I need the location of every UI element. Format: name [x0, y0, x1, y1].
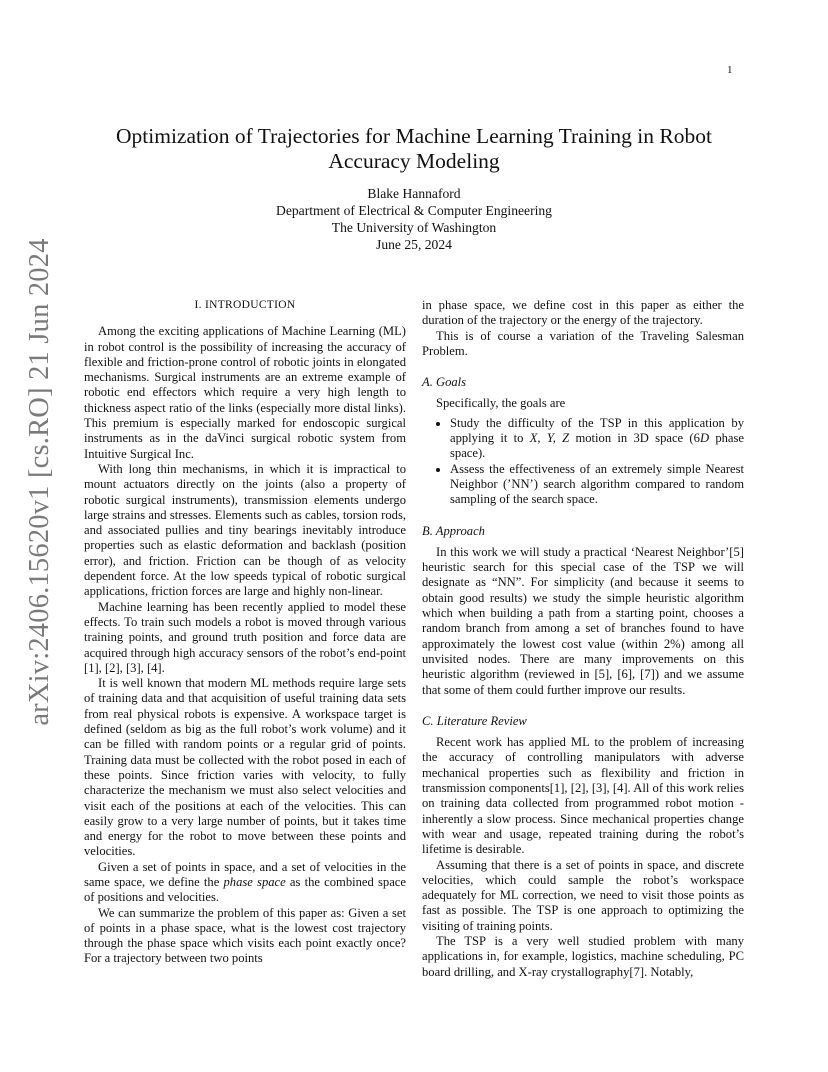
section-heading-introduction: I. INTRODUCTION: [194, 299, 296, 311]
phase-text-before: Given a set of points in space, and a set of velocities in the same space, we define the: [84, 859, 406, 889]
goals-list: [422, 416, 744, 508]
goals-intro: Specifically, the goals are: [436, 396, 566, 411]
author-affiliation: Department of Electrical & Computer Engineering: [276, 203, 552, 218]
subsection-heading-approach: B. Approach: [422, 523, 485, 538]
author-block: [190, 185, 638, 253]
page-number: 1: [727, 64, 733, 76]
goal-item: [450, 416, 744, 462]
intro-paragraph: [84, 860, 406, 906]
intro-paragraph: Machine learning has been recently applied to model these effects. To train such models a robot is moved through various training points, and ground truth position and force data are acquired through high accuracy sensors of the robot’s end-point [1], [2], [3], [4].: [84, 599, 406, 675]
goal-text: Study the difficulty of the TSP in this application by applying it to: [450, 415, 744, 446]
arxiv-stamp: [22, 238, 58, 726]
subsection-heading-literature: C. Literature Review: [422, 713, 527, 728]
goal-item: • Assess the effectiveness of an extremely simple Nearest Neighbor (’NN’) search algorithm compared to random sampling of the search space.: [450, 462, 744, 508]
arxiv-stamp-text: arXiv:2406.15620v1 [cs.RO] 21 Jun 2024: [24, 238, 55, 726]
paper-date: June 25, 2024: [376, 237, 452, 252]
phase-space-term: phase space: [223, 874, 286, 889]
goal-text: motion in 3D space (6: [569, 431, 700, 446]
tsp-paragraph: This is of course a variation of the Traveling Salesman Problem.: [422, 328, 744, 358]
goal-text: phase space).: [450, 431, 745, 461]
literature-paragraph: Recent work has applied ML to the problem of increasing the accuracy of controlling manipulators with adverse mechanical properties such as flexibility and friction in transmission components[1], [2], [3], [4]. All of this work relies on training data collected from programmed robot motion - inherently a slow process. Since mechanical properties change with wear and usage, repeated training during the robot’s lifetime is desirable.: [422, 735, 744, 857]
intro-paragraph: It is well known that modern ML methods require large sets of training data and that acquisition of useful training data sets from real physical robots is expensive. A workspace target is defined (seldom as big as the full robot’s work volume) and it can be filled with random points or a regular grid of points. Training data must be collected with the robot posed in each of these points. Since friction varies with velocity, to fully characterize the mechanism we must also select velocities and visit each of the positions at each of the velocities. This can easily grow to a very large number of points, but it takes time and energy for the robot to move between these points and velocities.: [84, 676, 406, 859]
subsection-heading-goals: A. Goals: [422, 375, 467, 390]
right-column: [422, 298, 744, 980]
intro-paragraph: Among the exciting applications of Machine Learning (ML) in robot control is the possibility of increasing the accuracy of flexible and friction-prone control of robotic joints in elongated mechanisms. Surgical instruments are an extreme example of robotic end effectors which require a very high length to thickness aspect ratio of the links (especially more distal links). This premium is especially marked for endoscopic surgical instruments as in the daVinci surgical robotic system from Intuitive Surgical Inc.: [84, 324, 406, 461]
author-name: Blake Hannaford: [367, 186, 461, 201]
intro-paragraph: We can summarize the problem of this paper as: Given a set of points in a phase space, what is the lowest cost trajectory through the phase space which visits each point exactly once? For a trajectory between two points: [84, 905, 406, 966]
literature-paragraph: The TSP is a very well studied problem with many applications in, for example, logistics, machine scheduling, PC board drilling, and X-ray crystallography[7]. Notably,: [422, 933, 744, 979]
continued-paragraph: in phase space, we define cost in this paper as either the duration of the trajectory or the energy of the trajectory.: [422, 298, 744, 328]
left-column: [84, 298, 406, 967]
goal-math-xyz: X, Y, Z: [529, 431, 570, 446]
paper-title: Optimization of Trajectories for Machine Learning Training in Robot Accuracy Modeling: [116, 124, 712, 173]
goal-math-d: D: [699, 431, 710, 446]
approach-paragraph: In this work we will study a practical ‘Nearest Neighbor’[5] heuristic search for this special case of the TSP we will designate as “NN”. For simplicity (and because it seems to obtain good results) we study the simple heuristic algorithm which when building a path from a starting point, chooses a random branch from among a set of branches found to have approximately the lowest cost value (within 2%) among all unvisited nodes. There are many improvements on this heuristic algorithm (reviewed in [5], [6], [7]) and we assume that some of them could further improve our results.: [422, 544, 744, 697]
literature-paragraph: Assuming that there is a set of points in space, and discrete velocities, which could sample the robot’s workspace adequately for ML correction, we need to visit those points as fast as possible. The TSP is one approach to optimizing the visiting of training points.: [422, 857, 744, 933]
intro-paragraph: With long thin mechanisms, in which it is impractical to mount actuators directly on the joints (also a property of robotic surgical instruments), transmission elements undergo large strains and stresses. Elements such as cables, torsion rods, and associated pullies and tiny bearings inevitably introduce properties such as elastic deformation and backlash (position error), and friction. Friction can be though of as velocity dependent force. At the low speeds typical of robotic surgical applications, friction forces are large and highly non-linear.: [84, 461, 406, 599]
author-institution: The University of Washington: [331, 220, 497, 235]
phase-text-after: as the combined space of positions and velocities.: [84, 874, 406, 905]
